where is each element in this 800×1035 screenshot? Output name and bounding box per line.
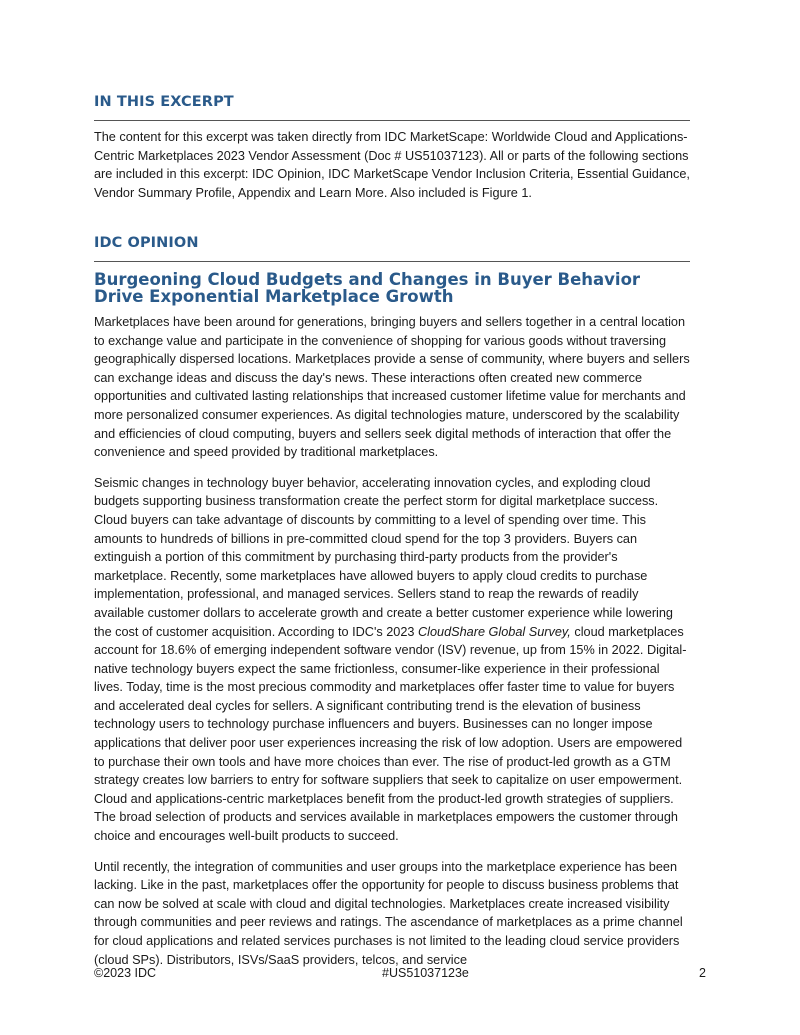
excerpt-heading-rule [94,120,690,121]
opinion-heading: IDC OPINION [94,235,199,251]
opinion-heading-rule [94,261,690,262]
excerpt-section [94,94,690,110]
excerpt-paragraph: The content for this excerpt was taken directly from IDC MarketScape: Worldwide Cloud and Applications-Centric Marketplaces 2023 Vendor Assessment (Doc # US51037123). All or parts of the following sections are included in this excerpt: IDC Opinion, IDC MarketScape Vendor Inclusion Criteria, Essential Guidance, Vendor Summary Profile, Appendix and Learn More. Also included is Figure 1. [94,130,690,200]
excerpt-body [94,128,690,202]
footer-copyright: ©2023 IDC [94,966,157,980]
excerpt-heading: IN THIS EXCERPT [94,94,234,110]
opinion-subheading: Burgeoning Cloud Budgets and Changes in Buyer Behavior Drive Exponential Marketplace Growth [94,270,641,306]
survey-title-italic: CloudShare Global Survey, [418,624,571,639]
opinion-section [94,235,690,251]
opinion-paragraph-1: Marketplaces have been around for generations, bringing buyers and sellers together in a central location to exchange value and participate in the convenience of shopping for various goods without traversing geographically dispersed locations. Marketplaces provide a sense of community, where buyers and sellers can exchange ideas and discuss the day's news. These interactions often created new commerce opportunities and cultivated lasting relationships that increased customer lifetime value for merchants and more personalized consumer experiences. As digital technologies mature, underscored by the scalability and efficiencies of cloud computing, buyers and sellers seek digital methods of interaction that offer the convenience and speed provided by traditional marketplaces. [94,315,690,460]
opinion-paragraph-2-text-b: cloud marketplaces account for 18.6% of emerging independent software vendor (ISV) revenue, up from 15% in 2022. Digital-native technology buyers expect the same frictionless, consumer-like experience in their professional lives. Today, time is the most precious commodity and marketplaces offer faster time to value for buyers and accelerated deal cycles for sellers. A significant contributing trend is the elevation of business technology users to technology purchase influencers and buyers. Businesses can no longer impose applications that deliver poor user experiences increasing the risk of low adoption. Users are empowered to purchase their own tools and have more choices than ever. The rise of product-led growth as a GTM strategy creates low barriers to entry for software suppliers that seek to capitalize on user empowerment. Cloud and applications-centric marketplaces benefit from the product-led growth strategies of suppliers. The broad selection of products and services available in marketplaces empowers the customer through choice and encourages well-built products to succeed. [94,624,687,844]
opinion-paragraph-2-text-a: Seismic changes in technology buyer behavior, accelerating innovation cycles, and exploding cloud budgets supporting business transformation create the perfect storm for digital marketplace success. Cloud buyers can take advantage of discounts by committing to a level of spending over time. This amounts to hundreds of billions in pre-committed cloud spend for the top 3 providers. Buyers can extinguish a portion of this commitment by purchasing third-party products from the provider's marketplace. Recently, some marketplaces have allowed buyers to apply cloud credits to purchase implementation, professional, and managed services. Sellers stand to reap the rewards of readily available customer dollars to accelerate growth and create a better customer experience while lowering the cost of customer acquisition. According to IDC's 2023 [94,475,673,639]
opinion-paragraph-3: Until recently, the integration of communities and user groups into the marketplace experience has been lacking. Like in the past, marketplaces offer the opportunity for people to discuss business problems that can now be solved at scale with cloud and digital technologies. Marketplaces create increased visibility through communities and peer reviews and ratings. The ascendance of marketplaces as a prime channel for cloud applications and related services purchases is not limited to the leading cloud service providers (cloud SPs). Distributors, ISVs/SaaS providers, telcos, and service [94,859,683,967]
footer-page-number: 2 [699,966,706,980]
opinion-body [94,271,690,969]
footer-doc-id: #US51037123e [382,966,469,980]
opinion-paragraph-2 [94,474,690,846]
